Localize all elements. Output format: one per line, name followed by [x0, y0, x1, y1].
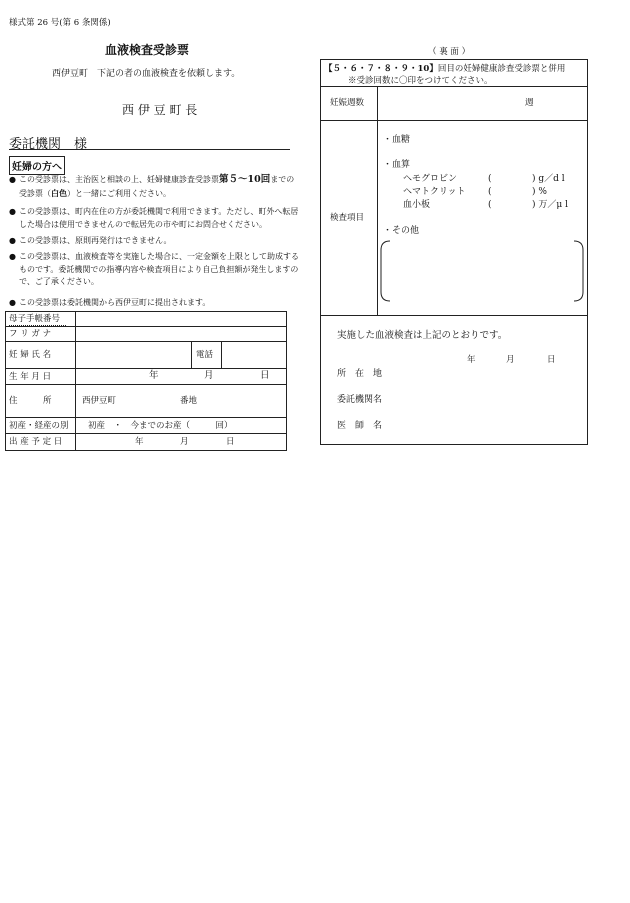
date-month: 月: [506, 355, 515, 365]
result-statement: 実施した血液検査は上記のとおりです。: [337, 330, 508, 341]
bullet-icon: ●: [9, 298, 16, 307]
hemoglobin-paren: (: [488, 174, 492, 184]
notice-item: [9, 297, 299, 310]
hematocrit-unit: ) %: [532, 187, 547, 197]
address-label: 住 所: [9, 396, 52, 406]
table-divider: [75, 311, 76, 451]
due-label: 出 産 予 定 日: [9, 437, 63, 447]
notice-text: この受診票は委託機関から西伊豆町に提出されます。: [19, 298, 211, 307]
hemoglobin-unit: ) g／d l: [532, 174, 565, 184]
platelet-paren: (: [488, 200, 492, 210]
birth-label: 生 年 月 日: [9, 372, 52, 382]
page-title: 血液検査受診票: [105, 43, 190, 57]
form-number: 様式第 26 号(第 6 条関係): [9, 18, 111, 28]
table-row-line: [320, 86, 588, 87]
due-day: 日: [226, 437, 235, 447]
doctor-label: 医 師 名: [337, 421, 383, 431]
notice-item: [9, 251, 299, 289]
table-row-line: [5, 433, 287, 434]
bullet-icon: ●: [9, 252, 16, 261]
table-row-line: [5, 341, 287, 342]
notice-text: この受診票は、原則再発行はできません。: [19, 236, 172, 245]
notice-text: この受診票は、血液検査等を実施した場合に、一定金額を上限として助成するものです。委託機関での指導内容や検査項目により自己負担額が発生しますので、ご了承ください。: [19, 252, 299, 286]
checkup-note: ※受診回数に〇印をつけてください。: [348, 76, 493, 86]
checkup-numbers: 【５・６・７・８・９・10】: [324, 64, 438, 74]
notice-item: [9, 235, 299, 248]
parity-label: 初産・経産の別: [9, 421, 69, 431]
phone-divider: [191, 341, 192, 368]
boshi-label: 母子手帳番号: [9, 314, 61, 324]
table-row-line: [5, 368, 287, 369]
blood-count: ・血算: [383, 160, 411, 170]
due-month: 月: [180, 437, 189, 447]
institution-label: 委託機関名: [337, 395, 383, 405]
name-label: 妊 婦 氏 名: [9, 350, 52, 360]
parity-value: 初産 ・ 今までのお産（ 回）: [88, 421, 233, 431]
date-day: 日: [547, 355, 556, 365]
hematocrit-paren: (: [488, 187, 492, 197]
furigana-label: フ リ ガ ナ: [9, 329, 52, 339]
notice-text: この受診票は、主治医と相談の上、妊婦健康診査受診票第５〜10回までの受診票（白色）と一緒にご利用ください。: [19, 174, 295, 198]
checkup-text: 回目の妊婦健康診査受診票と併用: [437, 64, 566, 74]
location-label: 所 在 地: [337, 369, 383, 379]
other-item: ・その他: [383, 226, 420, 236]
phone-divider: [221, 341, 222, 368]
table-row-line: [320, 315, 588, 316]
request-statement: 西伊豆町 下記の者の血液検査を依頼します。: [52, 69, 241, 79]
notice-item: [9, 206, 299, 231]
address-town: 西伊豆町: [82, 396, 117, 406]
items-label: 検査項目: [330, 213, 365, 223]
weeks-label: 妊娠週数: [330, 98, 365, 108]
recipient-underline: [9, 149, 290, 150]
phone-label: 電話: [196, 350, 214, 360]
blood-sugar: ・血糖: [383, 135, 411, 145]
recipient-line: 委託機関 様: [9, 137, 88, 152]
date-year: 年: [467, 355, 476, 365]
notice-item: [9, 174, 299, 200]
birth-month: 月: [204, 370, 214, 381]
bullet-icon: ●: [9, 236, 16, 245]
due-year: 年: [135, 437, 144, 447]
weeks-unit: 週: [525, 98, 534, 108]
platelet-label: 血小板: [403, 200, 431, 210]
mayor-title: 西 伊 豆 町 長: [122, 103, 198, 117]
label-underline: [9, 325, 66, 326]
bullet-icon: ●: [9, 207, 16, 216]
notice-heading: 妊婦の方へ: [9, 156, 65, 175]
table-row-line: [5, 326, 287, 327]
other-bracket-icon: [378, 238, 586, 304]
notice-text: この受診票は、町内在住の方が委託機関で利用できます。ただし、町外へ転居した場合は使用できませんので転居先の市や町にお問合せください。: [19, 207, 299, 229]
birth-year: 年: [149, 370, 159, 381]
birth-day: 日: [260, 370, 270, 381]
hematocrit-label: ヘマトクリット: [403, 187, 466, 197]
table-row-line: [5, 417, 287, 418]
address-banchi: 番地: [180, 396, 198, 406]
hemoglobin-label: ヘモグロビン: [403, 174, 458, 184]
checkup-header: [324, 62, 565, 74]
table-row-line: [320, 120, 588, 121]
back-side-label: （ 裏 面 ）: [428, 47, 471, 57]
platelet-unit: ) 万／μ l: [532, 200, 568, 210]
bullet-icon: ●: [9, 175, 16, 184]
table-row-line: [5, 384, 287, 385]
